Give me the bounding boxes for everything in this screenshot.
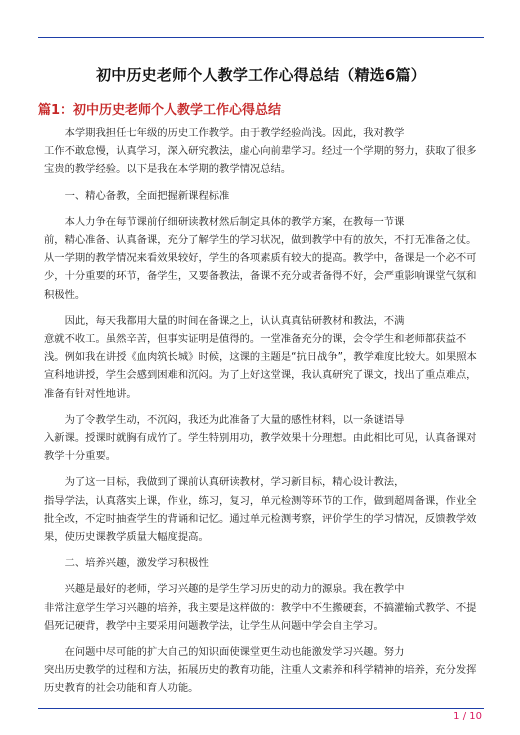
document-body: [44, 124, 484, 706]
paragraph-first-line: 本学期我担任七年级的历史工作教学。由于教学经验尚浅。因此，我对教学: [64, 127, 405, 139]
paragraph-first-line: 本人力争在每节课前仔细研读教材然后制定具体的教学方案，在教每一节课: [64, 215, 405, 228]
paragraph: [44, 411, 484, 466]
paragraph-text: 突出历史教学的过程和方法，拓展历史的教育功能，注重人文素养和科学精神的培养，充分发挥历史教育的社会功能和育人功能。: [44, 664, 477, 695]
paragraph-text: 指导学法，认真落实上课，作业，练习，复习，单元检测等环节的工作，做到超周备课，作业全批全改，不定时抽查学生的背诵和记忆。通过单元检测考察，评价学生的学习情况，反馈教学效果，使历史课教学质量大幅度提高。: [44, 494, 477, 544]
paragraph-text: 工作不敢怠慢，认真学习，深入研究教法，虚心向前辈学习。经过一个学期的努力，获取了很多宝贵的教学经验。以下是我在本学期的教学情况总结。: [44, 145, 477, 176]
paragraph: [44, 643, 484, 698]
document-title: 初中历史老师个人教学工作心得总结（精选6篇）: [96, 66, 426, 84]
paragraph-first-line: 因此，每天我都用大量的时间在备课之上，认认真真钻研教材和教法，不满: [64, 314, 405, 327]
header-rule: [38, 37, 484, 38]
paragraph-first-line: 在问题中尽可能的扩大自己的知识面使课堂更生动也能激发学习兴趣。努力: [64, 646, 405, 659]
paragraph-text: 入新课。授课时就胸有成竹了。学生特别用功，教学效果十分理想。由此相比可见，认真备课对教学十分重要。: [44, 432, 477, 463]
paragraph: [44, 213, 484, 304]
section-heading: 篇1：初中历史老师个人教学工作心得总结: [38, 103, 282, 118]
paragraph-first-line: 为了令教学生动，不沉闷，我还为此准备了大量的感性材料，以一条谜语导: [64, 413, 405, 426]
paragraph: [44, 473, 484, 546]
paragraph-first-line: 为了这一目标，我做到了课前认真研读教材，学习新目标，精心设计教法，: [64, 476, 405, 489]
paragraph: [44, 124, 484, 179]
subsection-heading: 一、精心备教，全面把握新课程标准: [64, 189, 230, 202]
page-indicator: 1 / 10: [453, 711, 482, 722]
paragraph-text: 非常注意学生学习兴趣的培养，我主要是这样做的：教学中不生搬硬套，不搞灌输式教学、不提倡死记硬背，教学中主要采用问题教学法，让学生从问题中学会自主学习。: [44, 601, 477, 632]
footer-rule: [38, 708, 484, 709]
paragraph-text: 意就不收工。虽然辛苦，但事实证明是值得的。一堂准备充分的课，会令学生和老师都获益不浅。例如我在讲授《血肉筑长城》时候，这课的主题是“抗日战争”，教学难度比较大。如果照本宣科地讲授，学生会感到困难和沉闷。为了上好这堂课，我认真研究了课文，找出了重点难点，准备有针对性地讲。: [44, 333, 477, 400]
subsection-heading: 二、培养兴趣，激发学习积极性: [64, 557, 209, 570]
paragraph-text: 前，精心准备、认真备课，充分了解学生的学习状况，做到教学中有的放矢，不打无准备之仗。从一学期的教学情况来看效果较好，学生的各项素质有较大的提高。教学中，备课是一个必不可少，十分重要的环节，备学生，又要备教法，备课不充分或者备得不好，会严重影响课堂气氛和积极性。: [44, 234, 477, 301]
paragraph: [44, 312, 484, 403]
paragraph-first-line: 兴趣是最好的老师，学习兴趣的是学生学习历史的动力的源泉。我在教学中: [64, 583, 405, 596]
paragraph: [44, 580, 484, 635]
